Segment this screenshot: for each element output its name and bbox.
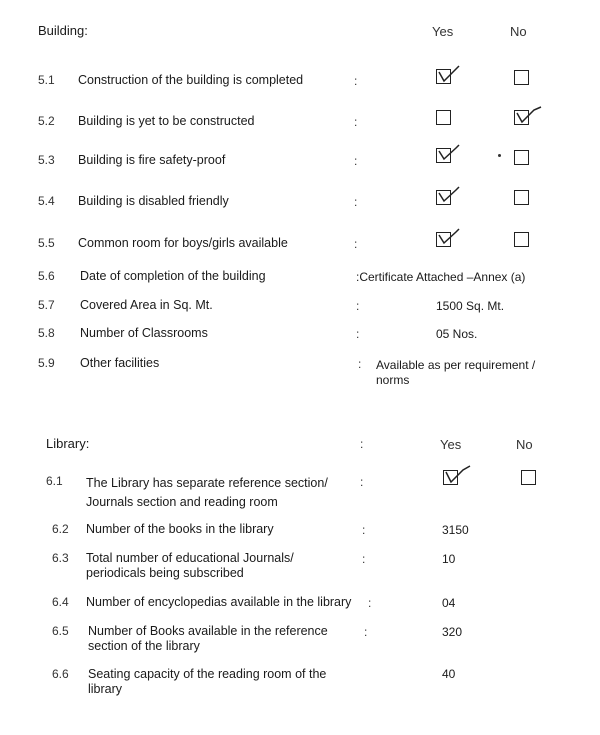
- no-checkbox-checked[interactable]: [514, 110, 529, 125]
- library-heading: Library:: [46, 436, 90, 451]
- item-number: 5.3: [38, 153, 55, 167]
- item-colon: :: [354, 74, 358, 88]
- item-value: :Certificate Attached –Annex (a): [356, 270, 526, 284]
- item-number: 5.1: [38, 73, 55, 87]
- item-number: 5.6: [38, 269, 55, 283]
- item-number: 6.3: [52, 551, 69, 565]
- item-colon: :: [354, 237, 358, 251]
- item-colon: :: [362, 523, 366, 537]
- item-value: 1500 Sq. Mt.: [436, 299, 505, 313]
- yes-checkbox-checked[interactable]: [443, 470, 458, 485]
- library-yes-header: Yes: [440, 437, 462, 452]
- check-mark-icon: [436, 184, 466, 206]
- item-value: 10: [442, 552, 456, 566]
- yes-checkbox-checked[interactable]: [436, 69, 451, 84]
- yes-checkbox[interactable]: [436, 110, 451, 125]
- check-mark-icon: [514, 104, 548, 126]
- item-number: 5.7: [38, 298, 55, 312]
- no-checkbox[interactable]: [521, 470, 536, 485]
- item-label: Number of Classrooms: [80, 326, 208, 340]
- item-number: 6.2: [52, 522, 69, 536]
- check-mark-icon: [436, 63, 466, 85]
- item-colon: :: [362, 552, 366, 566]
- item-number: 6.6: [52, 667, 69, 681]
- check-mark-icon: [436, 142, 466, 164]
- item-label: Construction of the building is completed: [78, 73, 304, 87]
- item-label: Number of the books in the library: [86, 522, 274, 536]
- no-checkbox[interactable]: [514, 190, 529, 205]
- item-number: 5.4: [38, 194, 55, 208]
- yes-checkbox-checked[interactable]: [436, 232, 451, 247]
- item-number: 5.2: [38, 114, 55, 128]
- item-label: Covered Area in Sq. Mt.: [80, 298, 213, 312]
- item-label: Common room for boys/girls available: [78, 236, 288, 250]
- item-label: Building is fire safety-proof: [78, 153, 226, 167]
- no-checkbox[interactable]: [514, 70, 529, 85]
- library-heading-colon: :: [360, 437, 364, 451]
- item-value: Available as per requirement / norms: [376, 358, 536, 387]
- no-checkbox[interactable]: [514, 232, 529, 247]
- item-label: Number of Books available in the reference section of the library: [88, 624, 328, 653]
- building-heading: Building:: [38, 23, 88, 38]
- item-colon: :: [364, 625, 368, 639]
- library-no-header: No: [516, 437, 533, 452]
- yes-checkbox-checked[interactable]: [436, 148, 451, 163]
- item-colon: :: [354, 115, 358, 129]
- item-value: 40: [442, 667, 456, 681]
- yes-checkbox-checked[interactable]: [436, 190, 451, 205]
- item-colon: :: [356, 327, 360, 341]
- item-label: Total number of educational Journals/ periodicals being subscribed: [86, 551, 294, 580]
- check-mark-icon: [436, 226, 466, 248]
- item-colon: :: [354, 195, 358, 209]
- item-value: 05 Nos.: [436, 327, 478, 341]
- item-number: 6.1: [46, 474, 63, 488]
- item-label: Number of encyclopedias available in the library: [86, 595, 352, 609]
- building-no-header: No: [510, 24, 527, 39]
- item-number: 5.9: [38, 356, 55, 370]
- item-colon: :: [356, 299, 360, 313]
- item-colon: :: [360, 475, 364, 489]
- item-label: Seating capacity of the reading room of the library: [88, 667, 327, 696]
- item-label: Building is disabled friendly: [78, 194, 229, 208]
- item-label: Date of completion of the building: [80, 269, 266, 283]
- item-colon: :: [368, 596, 372, 610]
- item-colon: :: [358, 357, 362, 371]
- item-number: 5.5: [38, 236, 55, 250]
- item-value: 3150: [442, 523, 469, 537]
- item-label: Other facilities: [80, 356, 160, 370]
- item-value: 04: [442, 596, 456, 610]
- item-label: Building is yet to be constructed: [78, 114, 255, 128]
- scan-speck: [498, 154, 501, 157]
- check-mark-icon: [443, 464, 475, 486]
- item-label: The Library has separate reference section/ Journals section and reading room: [86, 476, 328, 509]
- item-colon: :: [354, 154, 358, 168]
- item-number: 5.8: [38, 326, 55, 340]
- building-yes-header: Yes: [432, 24, 454, 39]
- no-checkbox[interactable]: [514, 150, 529, 165]
- item-number: 6.4: [52, 595, 69, 609]
- item-number: 6.5: [52, 624, 69, 638]
- item-value: 320: [442, 625, 463, 639]
